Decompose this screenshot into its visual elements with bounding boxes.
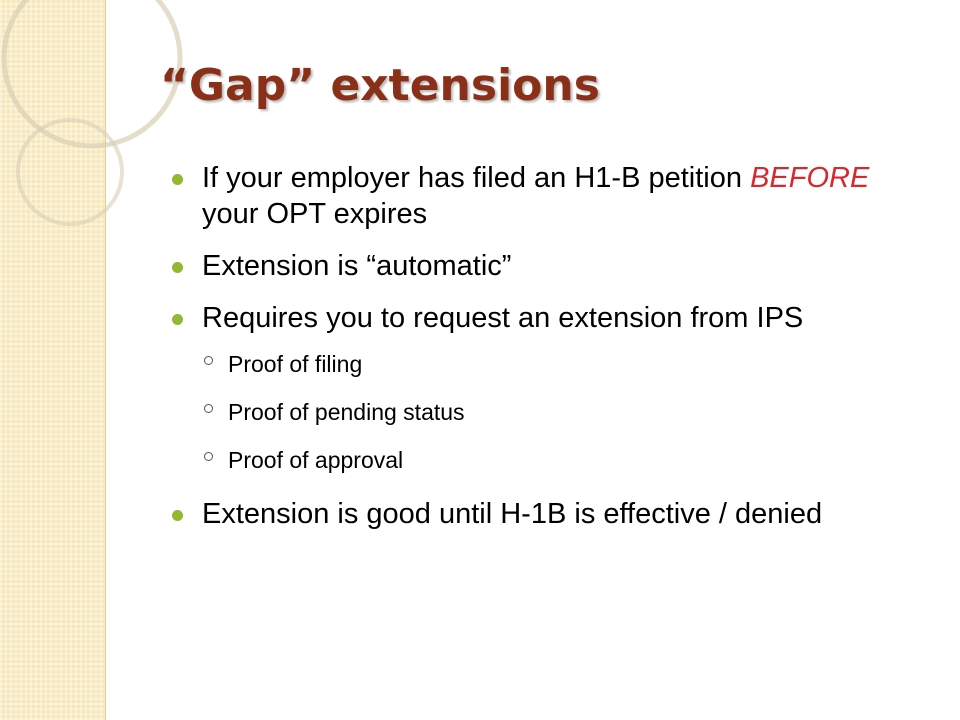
bullet-text-after: your OPT expires [202, 198, 428, 230]
bullet-text: Requires you to request an extension from IPS [202, 302, 804, 334]
bullet-item [172, 160, 932, 232]
decorative-rings [0, 0, 200, 300]
bullet-text: Extension is good until H-1B is effective / denied [202, 498, 823, 530]
bullet-text: Extension is “automatic” [202, 250, 512, 282]
sub-bullet-text: Proof of filing [228, 351, 363, 377]
slide-title: “Gap” extensions [160, 60, 600, 111]
bullet-item [172, 300, 932, 336]
bullet-text-before: If your employer has filed an H1-B petition [202, 162, 751, 194]
bullet-emphasis: BEFORE [750, 162, 870, 194]
sub-bullet-text: Proof of pending status [228, 399, 465, 425]
sub-bullet-item [172, 350, 932, 378]
sub-bullet-list [172, 350, 932, 474]
sub-bullet-ring [204, 356, 213, 365]
bullet-dot [172, 510, 183, 521]
sub-bullet-ring [204, 404, 213, 413]
sub-bullet-text: Proof of approval [228, 447, 404, 473]
decorative-ring-small [18, 120, 122, 224]
bullet-dot [172, 262, 183, 273]
bullet-dot [172, 174, 183, 185]
sub-bullet-ring [204, 452, 213, 461]
bullet-item [172, 248, 932, 284]
sub-bullet-item [172, 398, 932, 426]
bullet-dot [172, 314, 183, 325]
bullet-item [172, 496, 932, 532]
bullet-list [172, 160, 932, 548]
sub-bullet-item [172, 446, 932, 474]
